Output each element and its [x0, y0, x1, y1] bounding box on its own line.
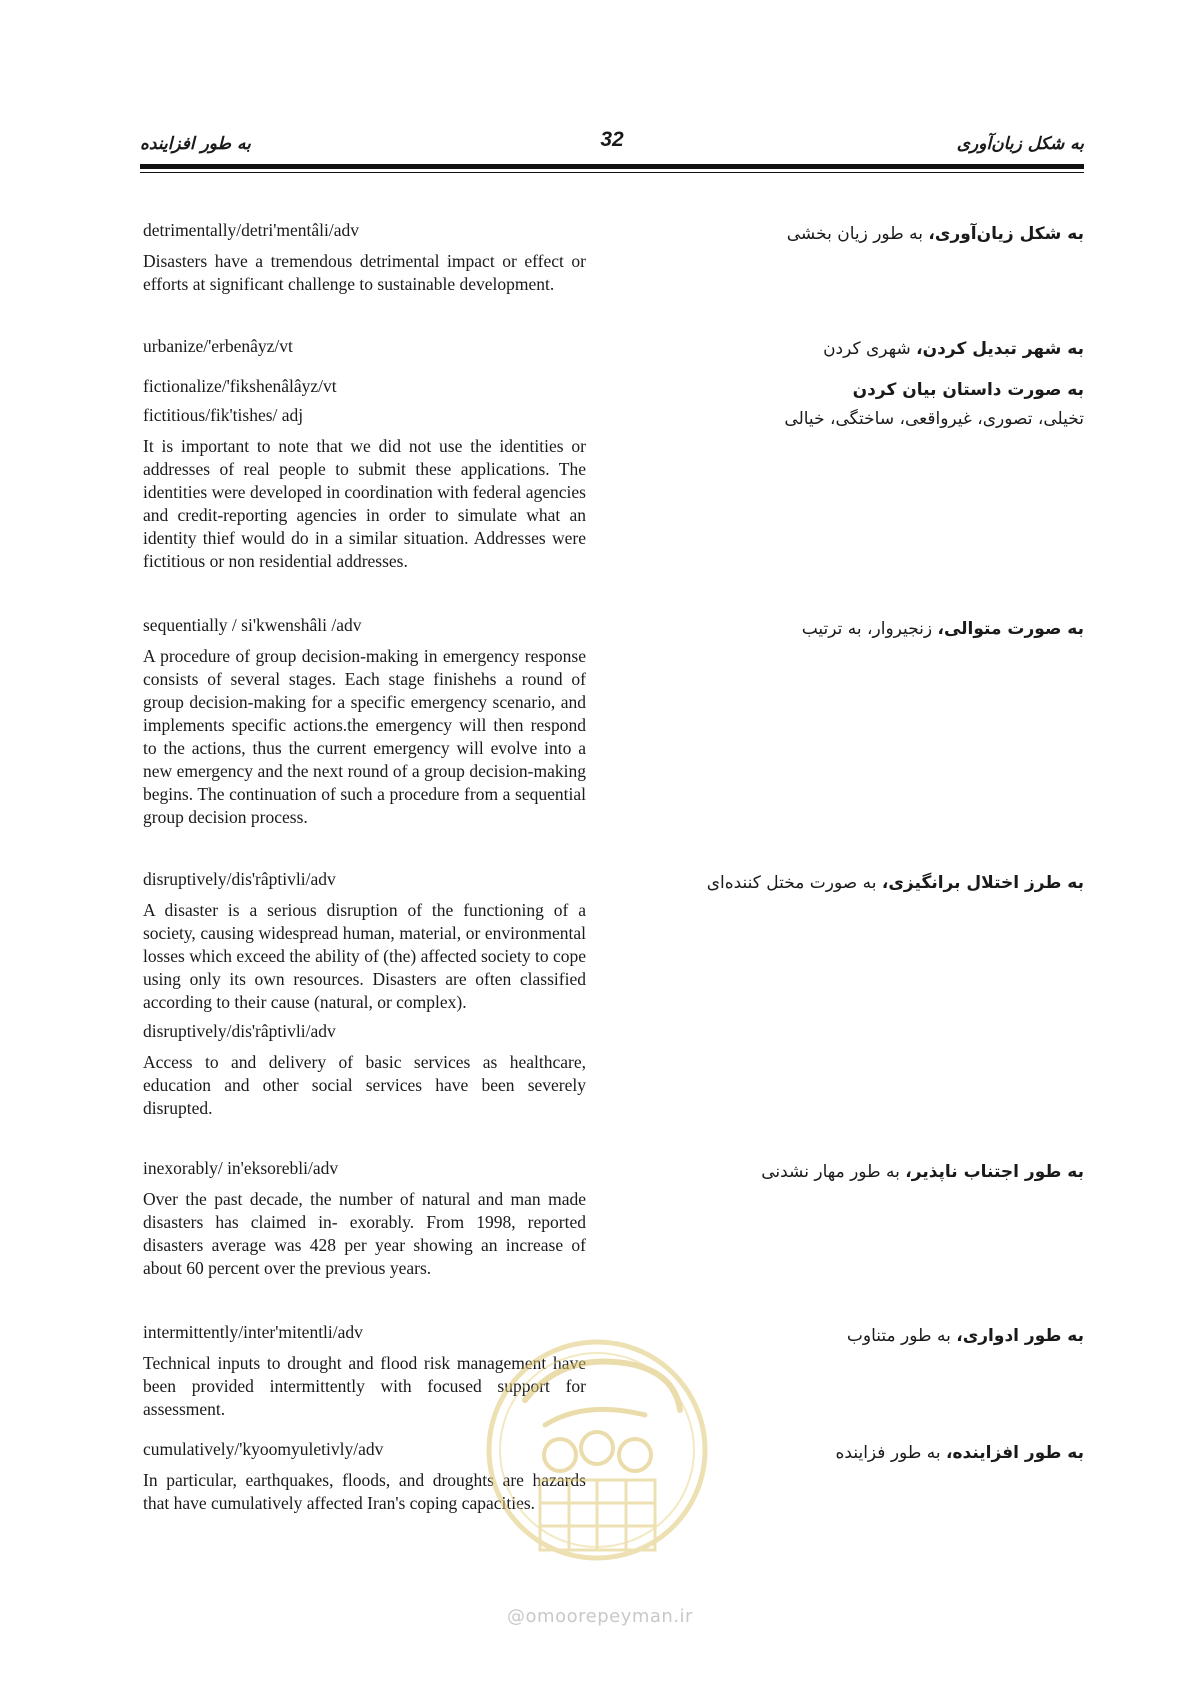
page-header: [140, 128, 1084, 168]
watermark-site-text: [490, 1606, 710, 1627]
entry-headword: inexorably/ in'eksorebli/adv: [143, 1158, 339, 1178]
entry-fa-fictionalize: [664, 378, 1084, 402]
entry-fa-urbanize: [664, 337, 1084, 361]
entry-example: It is important to note that we did not use the identities or addresses of real people to submit these applications. The identities were developed in coordination with federal agencies and credit-reporting agencies in order to simulate what an identity thief would do in a similar situation. Addresses were fictitious or non residential addresses.: [143, 436, 586, 571]
fa-meaning: به طور مهار نشدنی: [761, 1162, 906, 1182]
running-head-left: به طور افزاینده: [140, 134, 251, 154]
entry-headword-repeat: disruptively/dis'râptivli/adv: [143, 1021, 336, 1041]
entry-fa-disruptively: [664, 871, 1084, 895]
entry-example: In particular, earthquakes, floods, and droughts are hazards that have cumulatively affected Iran's coping capacities.: [143, 1470, 586, 1513]
entry-headword: disruptively/dis'râptivli/adv: [143, 869, 336, 889]
entry-en-disruptively: [143, 868, 586, 1120]
entry-example: Technical inputs to drought and flood risk management have been provided intermittently with focused support for assessment.: [143, 1353, 586, 1419]
fa-term: به طور افزاینده،: [946, 1443, 1084, 1463]
fa-term: به طرز اختلال برانگیزی،: [881, 873, 1084, 893]
fa-meaning: تخیلی، تصوری، غیرواقعی، ساختگی، خیالی: [784, 409, 1084, 429]
entry-fa-inexorably: [664, 1160, 1084, 1184]
entry-example: Over the past decade, the number of natural and man made disasters has claimed in- exorably. From 1998, reported disasters average was 428 per year showing an increase of about 60 percent over the previous years.: [143, 1189, 586, 1278]
fa-term: به طور اجتناب ناپذیر،: [905, 1162, 1084, 1182]
header-rule-thick: [140, 164, 1084, 169]
watermark-site: omoorepeyman.ir: [525, 1606, 693, 1627]
entry-headword: fictitious/fik'tishes/ adj: [143, 405, 304, 425]
entry-fa-cumulatively: [664, 1441, 1084, 1465]
entry-en-sequentially: [143, 614, 586, 829]
entry-fa-sequentially: [664, 617, 1084, 641]
header-rule-thin: [140, 172, 1084, 173]
entry-en-inexorably: [143, 1157, 586, 1280]
entry-headword: cumulatively/'kyoomyuletivly/adv: [143, 1439, 384, 1459]
entry-fa-fictitious: [664, 407, 1084, 431]
fa-meaning: به طور متناوب: [846, 1326, 957, 1346]
page-number: 32: [600, 128, 624, 151]
entry-en-detrimentally: [143, 219, 586, 296]
fa-term: به شکل زیان‌آوری،: [928, 224, 1084, 244]
entry-en-fictitious: [143, 404, 586, 573]
fa-meaning: به طور فزاینده: [835, 1443, 947, 1463]
fa-meaning: به صورت مختل کننده‌ای: [706, 873, 882, 893]
fa-term: به صورت متوالی،: [937, 619, 1084, 639]
entry-example: A procedure of group decision-making in emergency response consists of several stages. Each stage finishehs a round of group decision-making for a specific emergency scenario, and implements specific actions.the emergency will then respond to the actions, thus the current emergency will evolve into a new emergency and the next round of a group decision-making begins. The continuation of such a procedure from a sequential group decision process.: [143, 646, 586, 827]
entry-example: A disaster is a serious disruption of the functioning of a society, causing widespread human, material, or environmental losses which exceed the ability of (the) affected society to cope using only its own resources. Disasters are often classified according to their cause (natural, or complex).: [143, 900, 586, 1012]
entry-en-fictionalize: [143, 375, 586, 406]
entry-headword: fictionalize/'fikshenâlâyz/vt: [143, 376, 337, 396]
running-head-right: به شکل زبان‌آوری: [956, 134, 1084, 154]
entry-headword: intermittently/inter'mitentli/adv: [143, 1322, 363, 1342]
entry-example: Disasters have a tremendous detrimental impact or effect or efforts at significant challenge to sustainable development.: [143, 251, 586, 294]
entry-example-2: Access to and delivery of basic services as healthcare, education and other social services have been severely disrupted.: [143, 1052, 586, 1118]
entry-en-urbanize: [143, 335, 586, 366]
fa-term: به صورت داستان بیان کردن: [852, 380, 1084, 400]
fa-term: به طور ادواری،: [956, 1326, 1084, 1346]
fa-term: به شهر تبدیل کردن،: [916, 339, 1084, 359]
entry-headword: sequentially / si'kwenshâli /adv: [143, 615, 362, 635]
fa-meaning: زنجیروار، به ترتیب: [801, 619, 938, 639]
entry-fa-intermittently: [664, 1324, 1084, 1348]
watermark-seal-icon: [485, 1330, 710, 1580]
entry-headword: urbanize/'erbenâyz/vt: [143, 336, 293, 356]
fa-meaning: به طور زیان بخشی: [786, 224, 929, 244]
at-sign-icon: @: [507, 1606, 526, 1627]
entry-fa-detrimentally: [664, 222, 1084, 246]
entry-headword: detrimentally/detri'mentâli/adv: [143, 220, 359, 240]
fa-meaning: شهری کردن: [823, 339, 917, 359]
